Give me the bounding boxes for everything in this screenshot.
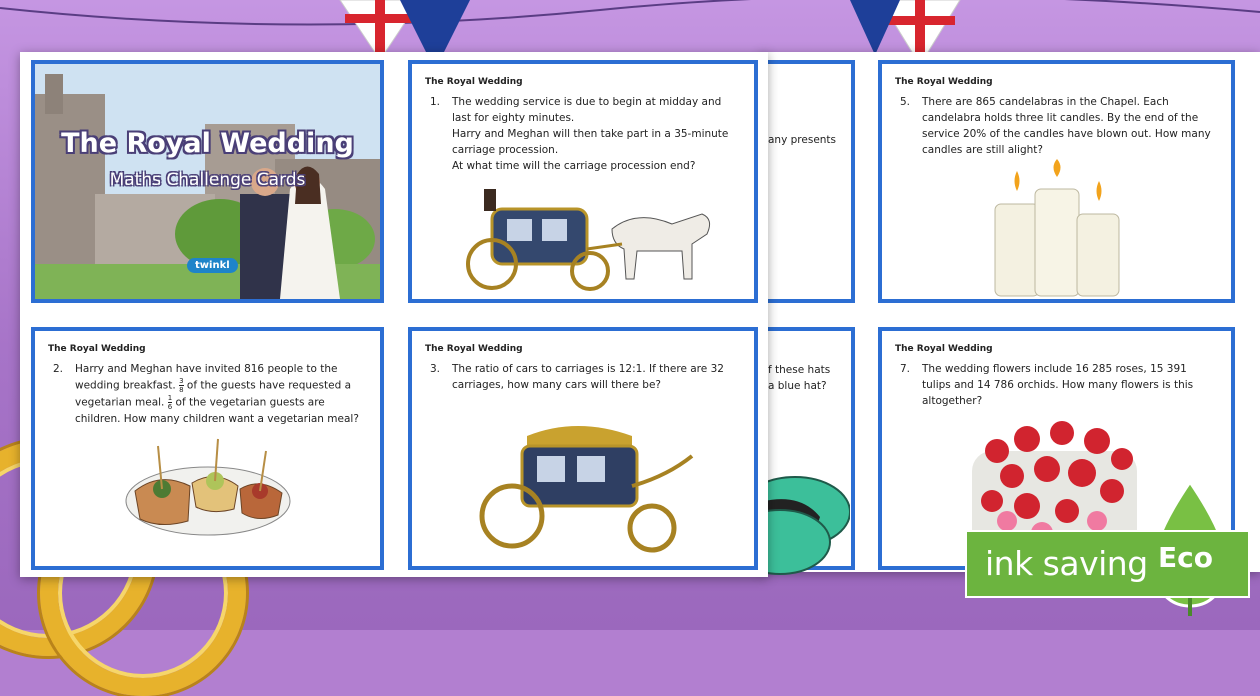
card-header: The Royal Wedding (48, 344, 146, 354)
front-sheet (20, 52, 768, 577)
state-coach-image (467, 416, 697, 556)
card-header: The Royal Wedding (425, 77, 523, 87)
fraction-numerator: 1 (167, 394, 173, 402)
canapes-image (120, 431, 300, 541)
fraction-three-eighths (179, 377, 183, 394)
question-text-c: of the vegetarian guests are children. How many children want a vegetarian meal? (75, 396, 359, 425)
card-header: The Royal Wedding (425, 344, 523, 354)
question-text (75, 361, 366, 427)
fraction-denominator: 8 (179, 386, 184, 394)
question-text: The wedding service is due to begin at midday and last for eighty minutes. Harry and Meghan will then take part in a 35-minute carriage procession. At what time will the carriage procession end? (452, 96, 729, 172)
question-number: 1. (430, 96, 441, 108)
cover-subtitle: Maths Challenge Cards (109, 170, 306, 190)
question-number: 3. (430, 363, 441, 375)
challenge-card-2 (31, 327, 384, 570)
question-number: 7. (900, 363, 911, 375)
question-number: 5. (900, 96, 911, 108)
challenge-card-1 (408, 60, 758, 303)
question-text: The wedding flowers include 16 285 roses, 15 391 tulips and 14 786 orchids. How many flowers is this altogether? (922, 363, 1194, 407)
question-text-b: of the guests have requested a vegetarian meal. (75, 379, 352, 409)
question-text: There are 865 candelabras in the Chapel. Each candelabra holds three lit candles. By the end of the service 20% of the candles have blown out. How many candles are still alight? (922, 96, 1211, 156)
ink-saving-label: ink saving (985, 544, 1148, 583)
question-number: 2. (53, 363, 64, 375)
cover-title: The Royal Wedding (61, 128, 354, 159)
challenge-card-3 (408, 327, 758, 570)
question-text-a: Harry and Meghan have invited 816 people to the wedding breakfast. (75, 363, 338, 392)
card-header: The Royal Wedding (895, 77, 993, 87)
cover-card (31, 60, 384, 303)
partial-text-blue-hat: a blue hat? (768, 380, 827, 392)
green-hat-image (760, 472, 850, 582)
partial-text-presents: any presents (768, 134, 837, 146)
challenge-card-5 (878, 60, 1235, 303)
card-header: The Royal Wedding (895, 344, 993, 354)
twinkl-logo: twinkl (187, 258, 238, 273)
fraction-numerator: 3 (179, 377, 184, 385)
fraction-denominator: 6 (167, 403, 173, 411)
eco-label: Eco (1158, 541, 1213, 574)
question-text: The ratio of cars to carriages is 12:1. If there are 32 carriages, how many cars will there be? (452, 363, 724, 391)
horse-carriage-image (462, 189, 722, 294)
partial-text-hats: f these hats (768, 364, 831, 376)
fraction-one-sixth (168, 394, 172, 411)
partial-card-top (760, 60, 855, 303)
candles-image (987, 159, 1127, 299)
